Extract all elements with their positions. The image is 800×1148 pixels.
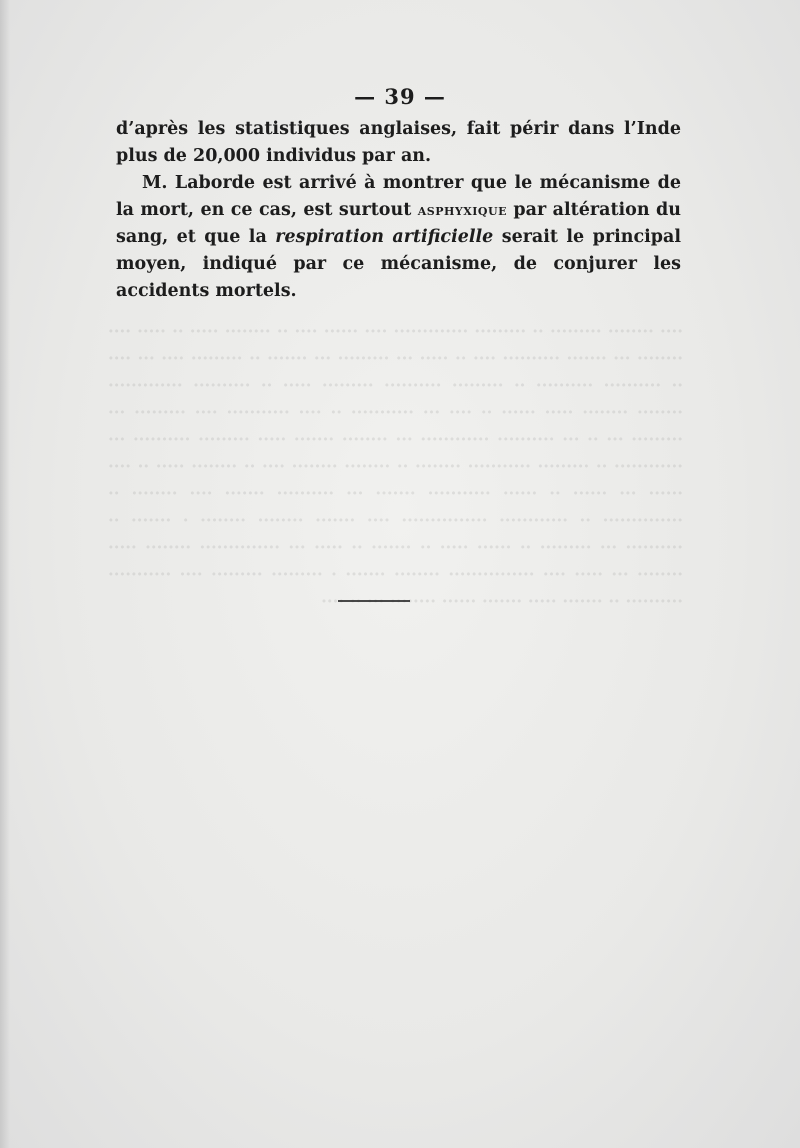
respiration-artificielle-term: respiration artificielle — [275, 227, 494, 247]
page-number: — 39 — — [354, 84, 446, 109]
paragraph-2-part-a: M. Laborde est arrivé à montrer que le mécanisme de la mort, en ce cas, est surtout — [116, 173, 681, 220]
body-text — [116, 116, 681, 305]
show-through-rule — [338, 600, 410, 602]
show-through-text: ···· ········ ········· ·· ········· ············· ···· ······ ···· ·· ········ ····· ·· ····· ···· ········ ··· ······· ·········· ···· ·· ····· ··· ········· ··· ······· ·· ········· ···· ··· ···· ·· ·········· ·········· ·· ········· ·········· ········· ····· ·· ·········· ············· ········ ········ ····· ······ ·· ···· ··· ··········· ·· ···· ··········· ···· ········· ··· ········· ··· ·· ··· ·········· ············ ··· ········ ······· ····· ········· ·········· ··· ············ ·· ········· ··········· ········ ·· ········ ········ ···· ·· ········ ····· ·· ···· ······ ··· ······ ·· ······ ··········· ······· ··· ·········· ······· ···· ········ ·· ·············· ·· ············ ··············· ···· ······· ········ ········ · ······· ·· ·········· ··· ········· ·· ······ ····· ·· ······· ·· ····· ··· ·············· ········ ····· ········ ··· ····· ···· ··············· ········ ······· · ········· ········· ···· ··········· ·········· ·· ······· ····· ······· ······ ········ ··· ·· ···· — [108, 322, 683, 611]
page-edge-shadow — [0, 0, 10, 1148]
paragraph-2-part-b: par altération du sang, et que la — [116, 200, 681, 247]
asphyxique-term: asphyxique — [417, 201, 507, 219]
paragraph-2 — [116, 170, 681, 305]
paragraph-1: d’après les statistiques anglaises, fait périr dans l’Inde plus de 20,000 individus par an. — [116, 119, 681, 166]
paragraph-2-part-c: serait le principal moyen, indiqué par ce mécanisme, de conjurer les accidents mortels. — [116, 227, 681, 301]
